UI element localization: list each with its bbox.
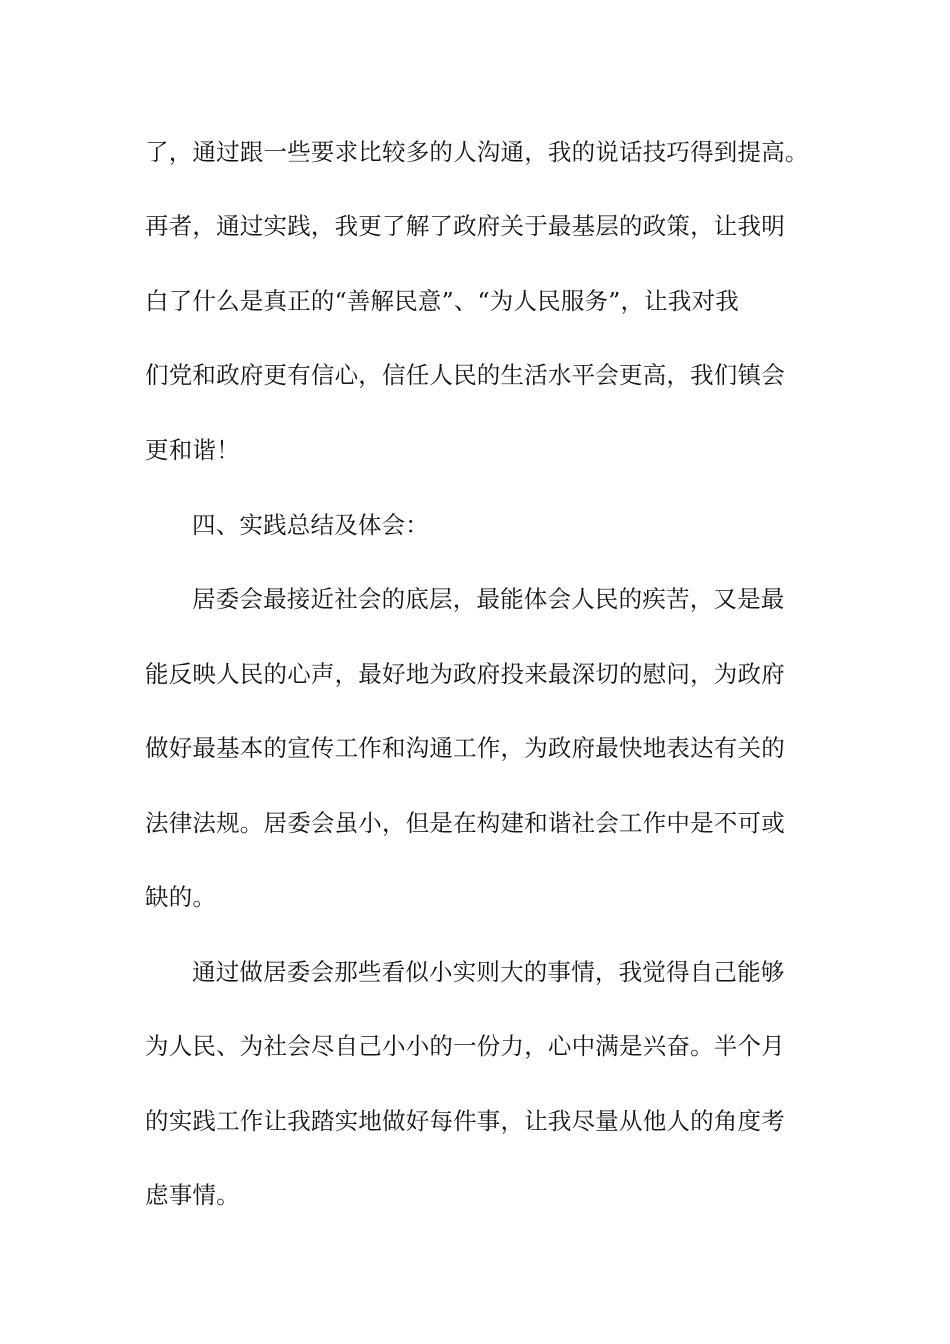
text-line: 白了什么是真正的“善解民意”、“为人民服务”，让我对我 xyxy=(145,287,739,315)
text-line: 法律法规。居委会虽小，但是在构建和谐社会工作中是不可或 xyxy=(145,809,785,837)
text-line: 的实践工作让我踏实地做好每件事，让我尽量从他人的角度考 xyxy=(145,1107,785,1135)
text-line: 能反映人民的心声，最好地为政府投来最深切的慰问，为政府 xyxy=(145,660,785,688)
text-line: 居委会最接近社会的底层，最能体会人民的疾苦，又是最 xyxy=(192,585,785,613)
text-line: 们党和政府更有信心，信任人民的生活水平会更高，我们镇会 xyxy=(145,361,785,389)
text-line: 通过做居委会那些看似小实则大的事情，我觉得自己能够 xyxy=(192,958,785,986)
text-line: 了，通过跟一些要求比较多的人沟通，我的说话技巧得到提高。 xyxy=(145,138,809,166)
text-line: 更和谐！ xyxy=(145,436,240,464)
text-line: 虑事情。 xyxy=(145,1181,240,1209)
text-line: 为人民、为社会尽自己小小的一份力，心中满是兴奋。半个月 xyxy=(145,1032,785,1060)
text-line: 缺的。 xyxy=(145,883,217,911)
text-line: 再者，通过实践，我更了解了政府关于最基层的政策，让我明 xyxy=(145,212,785,240)
text-line: 做好最基本的宣传工作和沟通工作，为政府最快地表达有关的 xyxy=(145,734,785,762)
section-heading: 四、实践总结及体会： xyxy=(192,511,429,539)
